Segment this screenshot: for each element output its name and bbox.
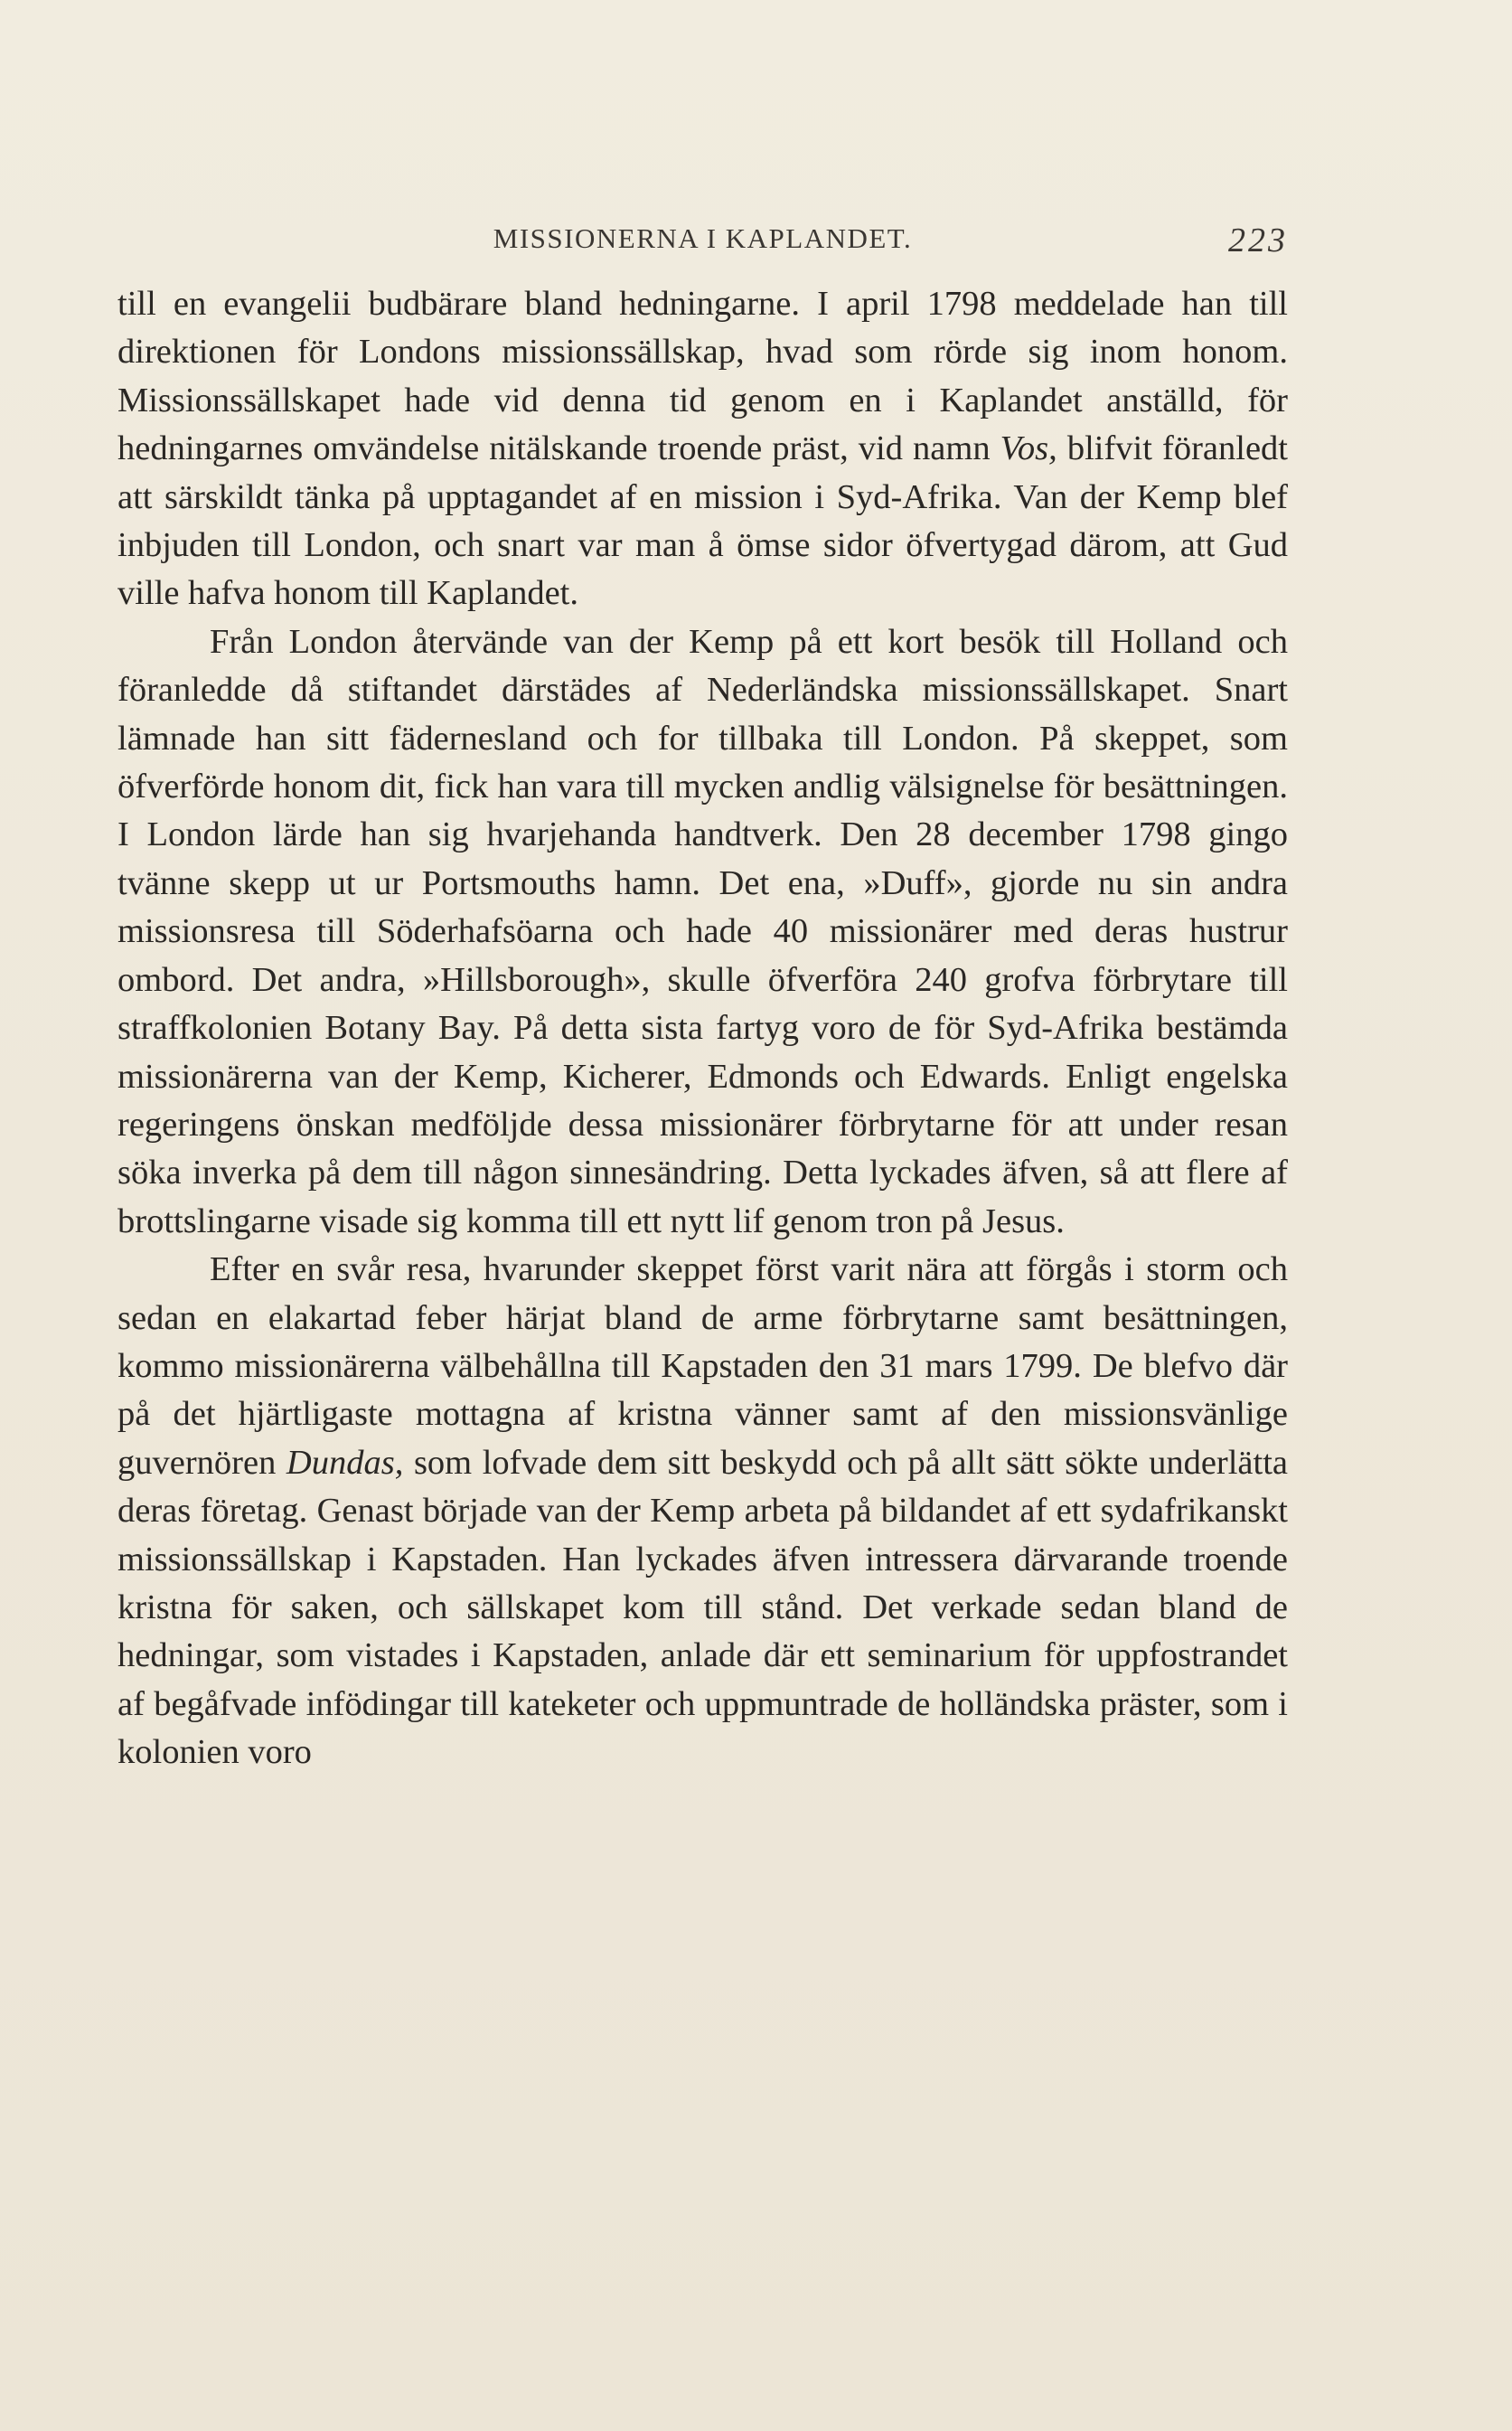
page-header [117,222,1288,268]
text-segment: blifvit föranledt att särskildt tänka på upptagandet af en mission i Syd-Afrika. Van der Kemp blef inbjuden till London, och snart var man å ömse sidor öfvertygad därom, att Gud ville hafva honom till Kaplandet. [117,429,1288,613]
text-segment: Från London återvände van der Kemp på ett kort besök till Holland och föranledde då stiftandet därstädes af Nederländska missionssällskapet. Snart lämnade han sitt fädernesland och for tillbaka till London. På skeppet, som öfverförde honom dit, fick han vara till mycken andlig välsignelse för besättningen. I London lärde han sig hvarjehanda handtverk. Den 28 december 1798 gingo tvänne skepp ut ur Portsmouths hamn. Det ena, »Duff», gjorde nu sin andra missionsresa till Söderhafsöarna och hade 40 missionärer med deras hustrur ombord. Det andra, »Hillsborough», skulle öfverföra 240 grofva förbrytare till straffkolonien Botany Bay. På detta sista fartyg voro de för Syd-Afrika bestämda missionärerna van der Kemp, Kicherer, Edmonds och Edwards. Enligt engelska regeringens önskan medföljde dessa missionärer förbrytarne för att under resan söka inverka på dem till någon sinnesändring. Detta lyckades äfven, så att flere af brottslingarne visade sig komma till ett nytt lif genom tron på Jesus. [117,622,1288,1240]
text-segment: som lofvade dem sitt beskydd och på allt sätt sökte underlätta deras företag. Genast började van der Kemp arbeta på bildandet af ett sydafrikanskt missionssällskap i Kapstaden. Han lyckades äfven intressera därvarande troende kristna för saken, och sällskapet kom till stånd. Det verkade sedan bland de hedningar, som vistades i Kapstaden, anlade där ett seminarium för uppfostrandet af begåfvade infödingar till kateketer och uppmuntrade de holländska präster, som i kolonien voro [117,1443,1288,1772]
paragraph-1 [117,280,1288,618]
text-segment: till en evangelii budbärare bland hedningarne. I april 1798 meddelade han till direktionen för Londons missionssällskap, hvad som rörde sig inom honom. Missionssällskapet hade vid denna tid genom en i Kaplandet anställd, för hedningarnes omvändelse nitälskande troende präst, vid namn [117,285,1288,468]
body-text [117,280,1288,1777]
paragraph-3 [117,1246,1288,1776]
name-vos: Vos, [1000,429,1057,468]
name-dundas: Dundas, [286,1443,404,1482]
text-segment: Efter en svår resa, hvarunder skeppet först varit nära att förgås i storm och sedan en elakartad feber härjat bland de arme förbrytarne samt besättningen, kommo missionärerna välbehållna till Kapstaden den 31 mars 1799. De blefvo där på det hjärtligaste mottagna af kristna vänner samt af den missionsvänlige guvernören [117,1250,1288,1482]
paragraph-2 [117,618,1288,1246]
page-number: 223 [1228,221,1288,259]
running-head: MISSIONERNA I KAPLANDET. [493,222,913,254]
